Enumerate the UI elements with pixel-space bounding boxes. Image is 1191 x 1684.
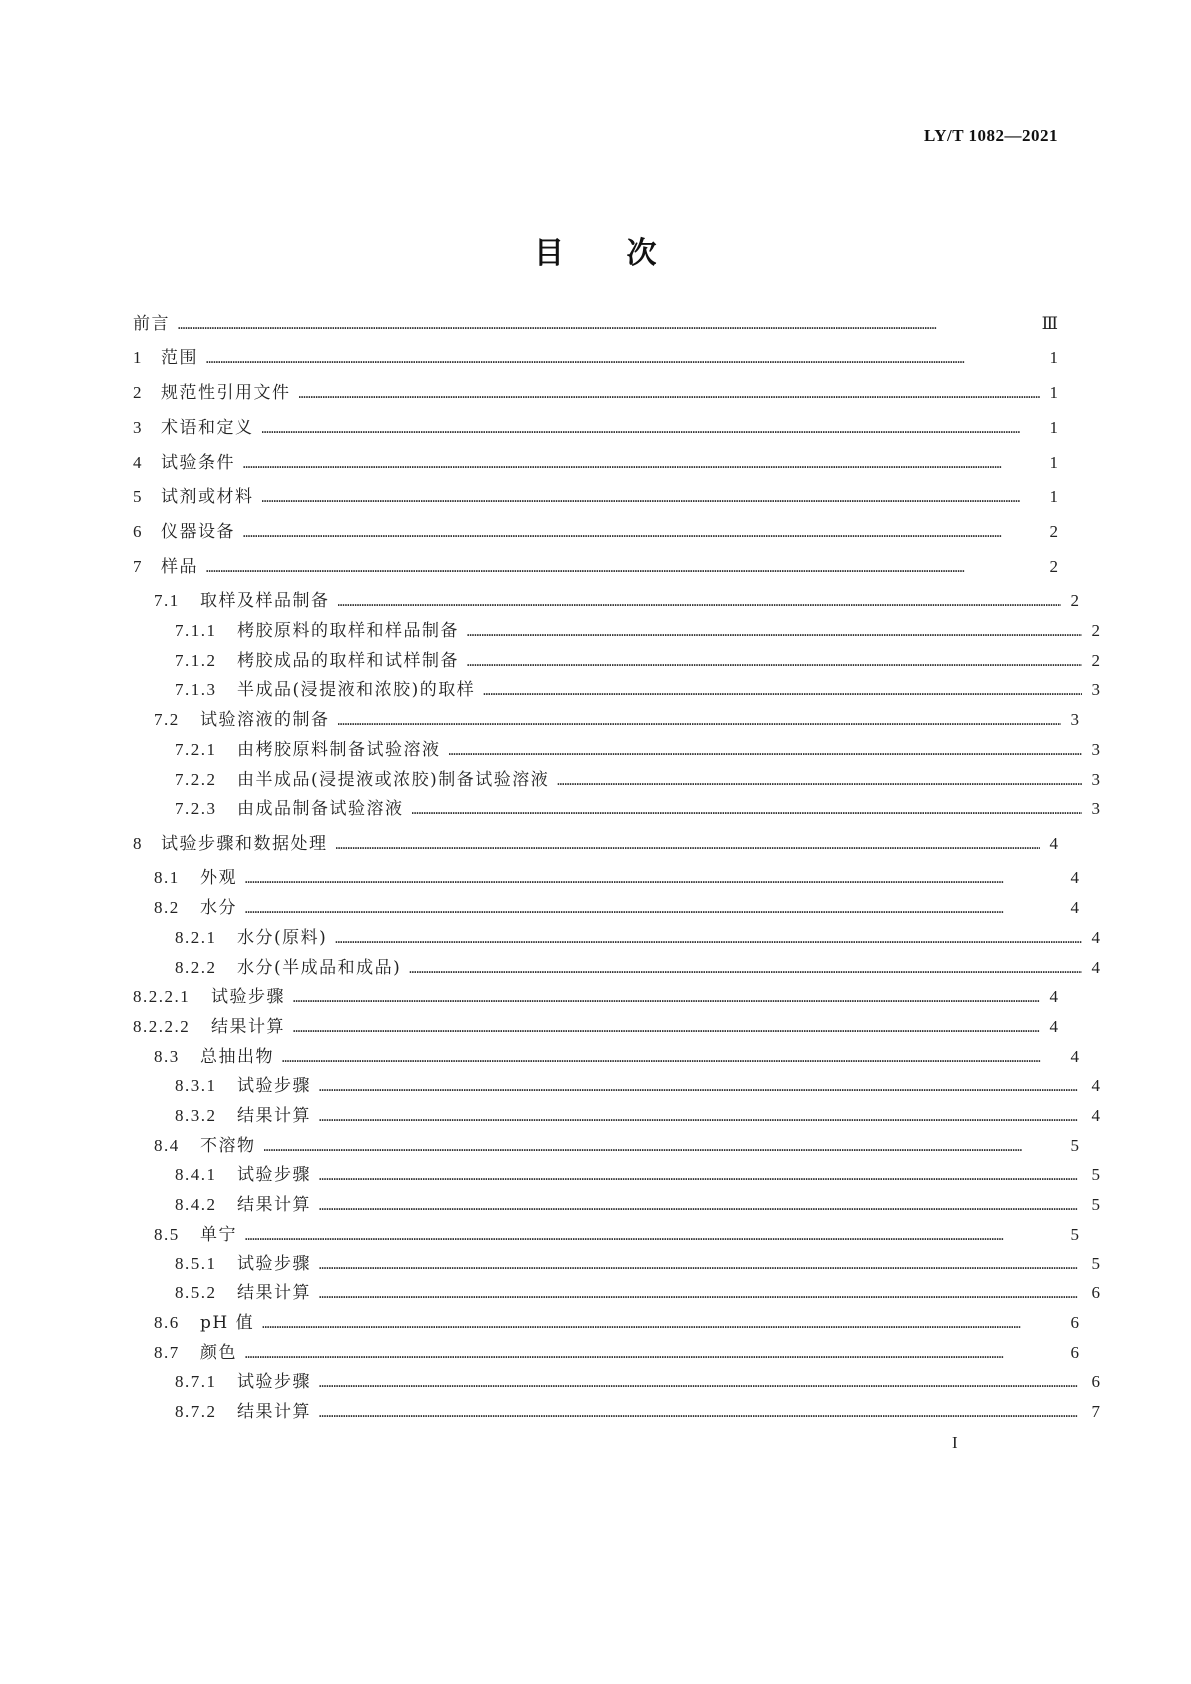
toc-entry-label: 由成品制备试验溶液 [237, 799, 404, 819]
toc-entry-number: 8.7.1 [175, 1372, 217, 1391]
toc-entry-label: 样品 [161, 557, 198, 577]
toc-entry-number: 3 [133, 418, 143, 437]
toc-entry-page: 4 [1091, 928, 1100, 947]
toc-entry-label: 结果计算 [237, 1283, 311, 1303]
toc-entry-number: 8.4 [154, 1136, 180, 1155]
toc-leader-dots [262, 417, 1041, 441]
toc-entry-page: 2 [1049, 557, 1058, 576]
toc-entry-label: 试剂或材料 [161, 487, 254, 507]
toc-entry[interactable] [133, 768, 1100, 792]
toc-entry-number: 8.2.2.1 [133, 987, 191, 1006]
toc-entry-page: 5 [1070, 1225, 1079, 1244]
toc-entry-page: 4 [1091, 1106, 1100, 1125]
toc-entry-label: 栲胶原料的取样和样品制备 [237, 621, 459, 641]
toc-entry-page: 4 [1091, 1076, 1100, 1095]
toc-entry[interactable] [133, 1341, 1079, 1365]
toc-entry-page: 2 [1070, 591, 1079, 610]
toc-entry[interactable] [133, 1311, 1079, 1335]
toc-entry-page: 4 [1070, 1047, 1079, 1066]
toc-entry-page: 5 [1091, 1254, 1100, 1273]
toc-entry-page: 4 [1070, 898, 1079, 917]
toc-entry-page: 6 [1091, 1283, 1100, 1302]
toc-entry-label: 半成品(浸提液和浓胶)的取样 [237, 680, 476, 700]
toc-entry[interactable] [133, 1015, 1058, 1039]
toc-entry[interactable] [133, 678, 1100, 702]
toc-entry-number: 8.5.2 [175, 1283, 217, 1302]
toc-entry[interactable] [133, 866, 1079, 890]
toc-entry[interactable] [133, 797, 1100, 821]
toc-entry-number: 6 [133, 522, 143, 541]
toc-entry-number: 5 [133, 487, 143, 506]
toc-entry-label: 由半成品(浸提液或浓胶)制备试验溶液 [237, 770, 550, 790]
toc-entry-page: 4 [1070, 868, 1079, 887]
toc-leader-dots [262, 486, 1041, 510]
toc-entry-number: 8.3.2 [175, 1106, 217, 1125]
toc-entry[interactable] [133, 381, 1058, 405]
toc-entry-label: 结果计算 [211, 1017, 285, 1037]
toc-entry-number: 8.7 [154, 1343, 180, 1362]
toc-entry-label: 总抽出物 [200, 1047, 274, 1067]
toc-entry[interactable] [133, 451, 1058, 475]
toc-leader-dots [293, 1016, 1040, 1040]
toc-entry[interactable] [133, 896, 1079, 920]
toc-entry[interactable] [133, 589, 1079, 613]
toc-entry-number: 8.3.1 [175, 1076, 217, 1095]
toc-entry-label: 仪器设备 [161, 522, 235, 542]
toc-entry-page: 3 [1091, 740, 1100, 759]
standard-code: LY/T 1082—2021 [923, 126, 1058, 145]
toc-entry[interactable] [133, 555, 1058, 579]
toc-entry[interactable] [133, 619, 1100, 643]
toc-entry-page: 4 [1049, 987, 1058, 1006]
toc-entry[interactable] [133, 520, 1058, 544]
toc-leader-dots [178, 313, 1036, 337]
toc-entry-number: 8.3 [154, 1047, 180, 1066]
title-char-2: 次 [626, 236, 657, 271]
toc-entry-label: 结果计算 [237, 1106, 311, 1126]
toc-leader-dots [319, 1282, 1082, 1306]
toc-entry-label: 试验步骤 [237, 1165, 311, 1185]
toc-entry-label: 试验步骤 [211, 987, 285, 1007]
toc-entry[interactable] [133, 1223, 1079, 1247]
toc-leader-dots [245, 897, 1061, 921]
toc-leader-dots [319, 1371, 1082, 1395]
toc-entry-page: 2 [1091, 621, 1100, 640]
toc-entry-label: 结果计算 [237, 1402, 311, 1422]
toc-entry[interactable] [133, 485, 1058, 509]
toc-leader-dots [245, 1224, 1061, 1248]
toc-leader-dots [299, 382, 1041, 406]
toc-entry[interactable] [133, 1104, 1100, 1128]
toc-entry[interactable] [133, 1193, 1100, 1217]
toc-entry-number: 8 [133, 834, 143, 853]
toc-leader-dots [467, 650, 1082, 674]
toc-leader-dots [412, 798, 1083, 822]
toc-entry-page: 7 [1091, 1402, 1100, 1421]
toc-leader-dots [282, 1046, 1061, 1070]
toc-entry-label: 由栲胶原料制备试验溶液 [237, 740, 441, 760]
toc-entry-number: 8.2 [154, 898, 180, 917]
toc-entry-number: 7.1.3 [175, 680, 217, 699]
toc-leader-dots [319, 1253, 1082, 1277]
toc-entry-number: 7 [133, 557, 143, 576]
toc-leader-dots [262, 1312, 1061, 1336]
toc-entry-page: 3 [1091, 770, 1100, 789]
toc-entry-label: pH 值 [200, 1313, 255, 1333]
toc-entry-page: 1 [1049, 348, 1058, 367]
toc-entry[interactable] [133, 1074, 1100, 1098]
toc-leader-dots [319, 1105, 1082, 1129]
toc-leader-dots [409, 957, 1082, 981]
toc-entry-number: 7.2.3 [175, 799, 217, 818]
toc-entry-label: 规范性引用文件 [161, 383, 291, 403]
toc-entry[interactable] [133, 708, 1079, 732]
toc-leader-dots [245, 867, 1061, 891]
toc-entry-page: 2 [1049, 522, 1058, 541]
toc-entry[interactable] [133, 1045, 1079, 1069]
toc-entry-page: 1 [1049, 383, 1058, 402]
toc-entry-page: Ⅲ [1041, 314, 1058, 333]
toc-entry-label: 试验步骤和数据处理 [161, 834, 328, 854]
toc-entry-page: 2 [1091, 651, 1100, 670]
toc-entry-number: 7.1.2 [175, 651, 217, 670]
toc-entry-label: 试验步骤 [237, 1372, 311, 1392]
toc-entry-label: 颜色 [200, 1343, 237, 1363]
toc-entry-label: 水分(原料) [237, 928, 328, 948]
toc-entry[interactable] [133, 926, 1100, 950]
toc-entry-label: 不溶物 [200, 1136, 256, 1156]
toc-entry[interactable] [133, 1163, 1100, 1187]
toc-leader-dots [467, 620, 1082, 644]
toc-entry[interactable] [133, 346, 1058, 370]
toc-entry-page: 4 [1091, 958, 1100, 977]
toc-leader-dots [319, 1401, 1082, 1425]
toc-leader-dots [319, 1075, 1082, 1099]
toc-leader-dots [243, 452, 1040, 476]
toc-entry-page: 1 [1049, 453, 1058, 472]
toc-entry-page: 6 [1091, 1372, 1100, 1391]
toc-entry-number: 7.1 [154, 591, 180, 610]
toc-entry-number: 8.5 [154, 1225, 180, 1244]
toc-entry-number: 7.2 [154, 710, 180, 729]
toc-entry-number: 8.2.1 [175, 928, 217, 947]
toc-leader-dots [245, 1342, 1061, 1366]
toc-entry-label: 外观 [200, 868, 237, 888]
toc-entry-number: 8.4.2 [175, 1195, 217, 1214]
toc-entry-number: 4 [133, 453, 143, 472]
toc-entry-page: 4 [1049, 834, 1058, 853]
toc-leader-dots [206, 556, 1040, 580]
toc-leader-dots [483, 679, 1082, 703]
toc-leader-dots [335, 927, 1082, 951]
toc-entry-number: 8.2.2 [175, 958, 217, 977]
footer-page-number: I [952, 1433, 958, 1452]
toc-leader-dots [557, 769, 1082, 793]
title-char-1: 目 [534, 236, 565, 271]
toc-entry-number: 7.2.2 [175, 770, 217, 789]
toc-entry-number: 8.1 [154, 868, 180, 887]
toc-entry-label: 水分 [200, 898, 237, 918]
toc-entry-number: 8.4.1 [175, 1165, 217, 1184]
toc-entry-page: 6 [1070, 1313, 1079, 1332]
toc-entry-page: 1 [1049, 487, 1058, 506]
toc-leader-dots [338, 709, 1062, 733]
toc-entry-number: 7.1.1 [175, 621, 217, 640]
toc-entry-page: 4 [1049, 1017, 1058, 1036]
toc-entry[interactable] [133, 1400, 1100, 1424]
toc-entry[interactable] [133, 985, 1058, 1009]
toc-entry-label: 试验步骤 [237, 1254, 311, 1274]
toc-entry-page: 1 [1049, 418, 1058, 437]
toc-leader-dots [336, 833, 1041, 857]
toc-leader-dots [338, 590, 1062, 614]
toc-entry-number: 2 [133, 383, 143, 402]
toc-leader-dots [449, 739, 1083, 763]
toc-entry[interactable] [133, 832, 1058, 856]
toc-entry[interactable] [133, 1252, 1100, 1276]
toc-entry[interactable] [133, 738, 1100, 762]
toc-entry-label: 范围 [161, 348, 198, 368]
toc-entry[interactable] [133, 956, 1100, 980]
toc-entry-page: 5 [1070, 1136, 1079, 1155]
toc-leader-dots [243, 521, 1040, 545]
toc-leader-dots [319, 1164, 1082, 1188]
toc-entry-label: 试验步骤 [237, 1076, 311, 1096]
toc-entry-number: 8.6 [154, 1313, 180, 1332]
toc-entry-number: 8.5.1 [175, 1254, 217, 1273]
toc-entry-label: 试验溶液的制备 [200, 710, 330, 730]
toc-entry-label: 取样及样品制备 [200, 591, 330, 611]
toc-entry-page: 5 [1091, 1165, 1100, 1184]
toc-entry-number: 1 [133, 348, 143, 367]
toc-entry-label: 水分(半成品和成品) [237, 958, 402, 978]
toc-leader-dots [206, 347, 1040, 371]
toc-entry-label: 前言 [133, 314, 170, 334]
toc-leader-dots [264, 1135, 1062, 1159]
toc-entry-label: 栲胶成品的取样和试样制备 [237, 651, 459, 671]
toc-entry-page: 3 [1091, 799, 1100, 818]
toc-entry-number: 8.2.2.2 [133, 1017, 191, 1036]
toc-entry-page: 5 [1091, 1195, 1100, 1214]
toc-entry-label: 结果计算 [237, 1195, 311, 1215]
toc-entry-label: 试验条件 [161, 453, 235, 473]
toc-leader-dots [293, 986, 1040, 1010]
toc-entry-page: 6 [1070, 1343, 1079, 1362]
toc-entry[interactable] [133, 1281, 1100, 1305]
toc-entry[interactable] [133, 649, 1100, 673]
toc-entry[interactable] [133, 1134, 1079, 1158]
toc-entry[interactable] [133, 1370, 1100, 1394]
toc-leader-dots [319, 1194, 1082, 1218]
toc-entry-page: 3 [1070, 710, 1079, 729]
toc-entry[interactable] [133, 312, 1058, 336]
toc-entry-page: 3 [1091, 680, 1100, 699]
toc-entry-number: 8.7.2 [175, 1402, 217, 1421]
toc-entry[interactable] [133, 416, 1058, 440]
toc-entry-label: 单宁 [200, 1225, 237, 1245]
toc-entry-label: 术语和定义 [161, 418, 254, 438]
page-title [0, 228, 1191, 272]
toc-entry-number: 7.2.1 [175, 740, 217, 759]
